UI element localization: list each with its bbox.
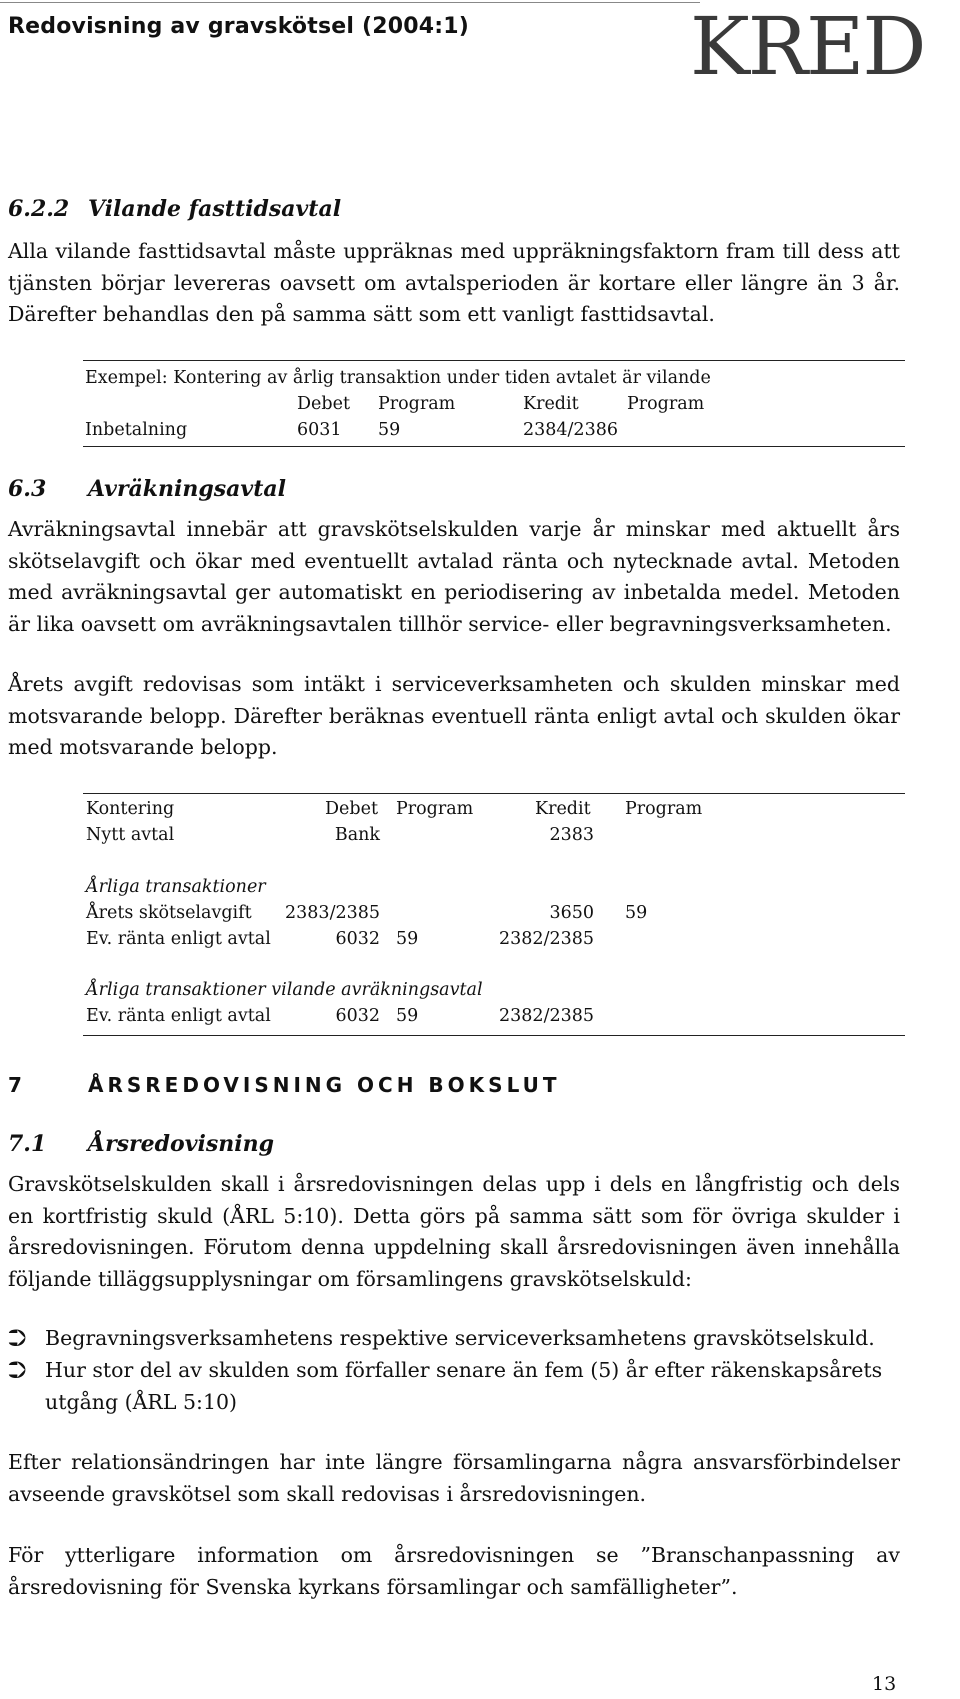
col-header-program: Program <box>378 394 456 414</box>
arrow-bullet-icon: ⮊ <box>8 1356 27 1384</box>
table-bottom-rule <box>83 446 905 447</box>
section-number: 6.2.2 <box>8 196 70 222</box>
cell-program: 59 <box>396 1006 419 1026</box>
chapter-heading-7 <box>8 1073 560 1097</box>
section-heading-6-2-2 <box>8 196 341 222</box>
cell-program: 59 <box>378 420 401 440</box>
group-title: Årliga transaktioner vilande avräkningsavtal <box>86 980 483 1000</box>
row-label: Ev. ränta enligt avtal <box>86 929 271 949</box>
header-rule <box>0 2 700 3</box>
section-title: Avräkningsavtal <box>88 476 286 502</box>
cell-debet: Bank <box>334 825 380 845</box>
list-item-text: Hur stor del av skulden som förfaller senare än fem (5) år efter räkenskapsårets utgång (ÅRL 5:10) <box>45 1358 883 1414</box>
section-title: Vilande fasttidsavtal <box>88 196 342 222</box>
col-header-program: Program <box>396 799 474 819</box>
svg-text:KRED: KRED <box>690 4 925 93</box>
chapter-number: 7 <box>8 1073 22 1097</box>
col-header-debet: Debet <box>297 394 350 414</box>
chapter-title: ÅRSREDOVISNING OCH BOKSLUT <box>88 1073 561 1097</box>
cell-program: 59 <box>396 929 419 949</box>
cell-debet: 6031 <box>297 420 342 440</box>
row-label: Årets skötselavgift <box>86 903 252 923</box>
row-label: Ev. ränta enligt avtal <box>86 1006 271 1026</box>
row-label: Inbetalning <box>85 420 188 440</box>
group-title: Årliga transaktioner <box>86 877 266 897</box>
col-header-kontering: Kontering <box>86 799 175 819</box>
cell-debet: 6032 <box>335 1006 380 1026</box>
section-heading-6-3 <box>8 476 286 502</box>
row-label: Nytt avtal <box>86 825 175 845</box>
cell-kredit: 2383 <box>549 825 594 845</box>
section-number: 7.1 <box>8 1131 47 1157</box>
cell-kredit: 3650 <box>549 903 594 923</box>
section-title: Årsredovisning <box>88 1131 274 1157</box>
col-header-kredit: Kredit <box>535 799 591 819</box>
section-6-2-2-text: Alla vilande fasttidsavtal måste uppräknas med uppräkningsfaktorn fram till dess att tjänsten börjar levereras oavsett om avtalsperioden är kortare eller längre än 3 år. Därefter behandlas den på samma sätt som ett vanligt fasttidsavtal. <box>8 239 900 326</box>
section-7-1-paragraph-2: Efter relationsändringen har inte längre församlingarna några ansvarsförbindelser avseende gravskötsel som skall redovisas i årsredovisningen. <box>8 1450 900 1506</box>
cell-program-2: 59 <box>625 903 648 923</box>
list-item <box>8 1323 908 1355</box>
cell-debet: 2383/2385 <box>285 903 380 923</box>
cell-kredit: 2382/2385 <box>499 1006 594 1026</box>
kred-logo <box>688 4 958 114</box>
table-top-rule <box>83 360 905 361</box>
section-heading-7-1 <box>8 1131 274 1157</box>
example-caption: Exempel: Kontering av årlig transaktion under tiden avtalet är vilande <box>85 368 711 388</box>
list-item-text: Begravningsverksamhetens respektive serviceverksamhetens gravskötselskuld. <box>45 1326 875 1350</box>
cell-kredit: 2382/2385 <box>499 929 594 949</box>
document-title: Redovisning av gravskötsel (2004:1) <box>8 14 470 39</box>
col-header-program-2: Program <box>627 394 705 414</box>
section-7-1-paragraph-1: Gravskötselskulden skall i årsredovisningen delas upp i dels en långfristig och dels en kortfristig skuld (ÅRL 5:10). Detta görs på samma sätt som för övriga skulder i årsredovisningen. Förutom denna uppdelning skall årsredovisningen även innehålla följande tilläggsupplysningar om församlingens gravskötselskuld: <box>8 1172 900 1291</box>
arrow-bullet-icon: ⮊ <box>8 1324 27 1352</box>
col-header-program-2: Program <box>625 799 703 819</box>
section-6-3-paragraph-2: Årets avgift redovisas som intäkt i serviceverksamheten och skulden minskar med motsvarande belopp. Därefter beräknas eventuell ränta enligt avtal och skulden ökar med motsvarande belopp. <box>8 672 900 759</box>
section-6-3-paragraph-1: Avräkningsavtal innebär att gravskötselskulden varje år minskar med aktuellt års skötselavgift och ökar med eventuellt avtalad ränta och nytecknade avtal. Metoden med avräkningsavtal ger automatiskt en periodisering av inbetalda medel. Metoden är lika oavsett om avräkningsavtalen tillhör service- eller begravningsverksamheten. <box>8 517 900 636</box>
section-number: 6.3 <box>8 476 47 502</box>
section-7-1-paragraph-3: För ytterligare information om årsredovisningen se ”Branschanpassning av årsredovisning för Svenska kyrkans församlingar och samfälligheter”. <box>8 1543 900 1599</box>
col-header-kredit: Kredit <box>523 394 579 414</box>
page-number: 13 <box>872 1673 897 1695</box>
col-header-debet: Debet <box>325 799 378 819</box>
cell-debet: 6032 <box>335 929 380 949</box>
table-top-rule <box>83 793 905 794</box>
cell-kredit: 2384/2386 <box>523 420 618 440</box>
list-item <box>8 1355 908 1419</box>
table-bottom-rule <box>83 1035 905 1036</box>
